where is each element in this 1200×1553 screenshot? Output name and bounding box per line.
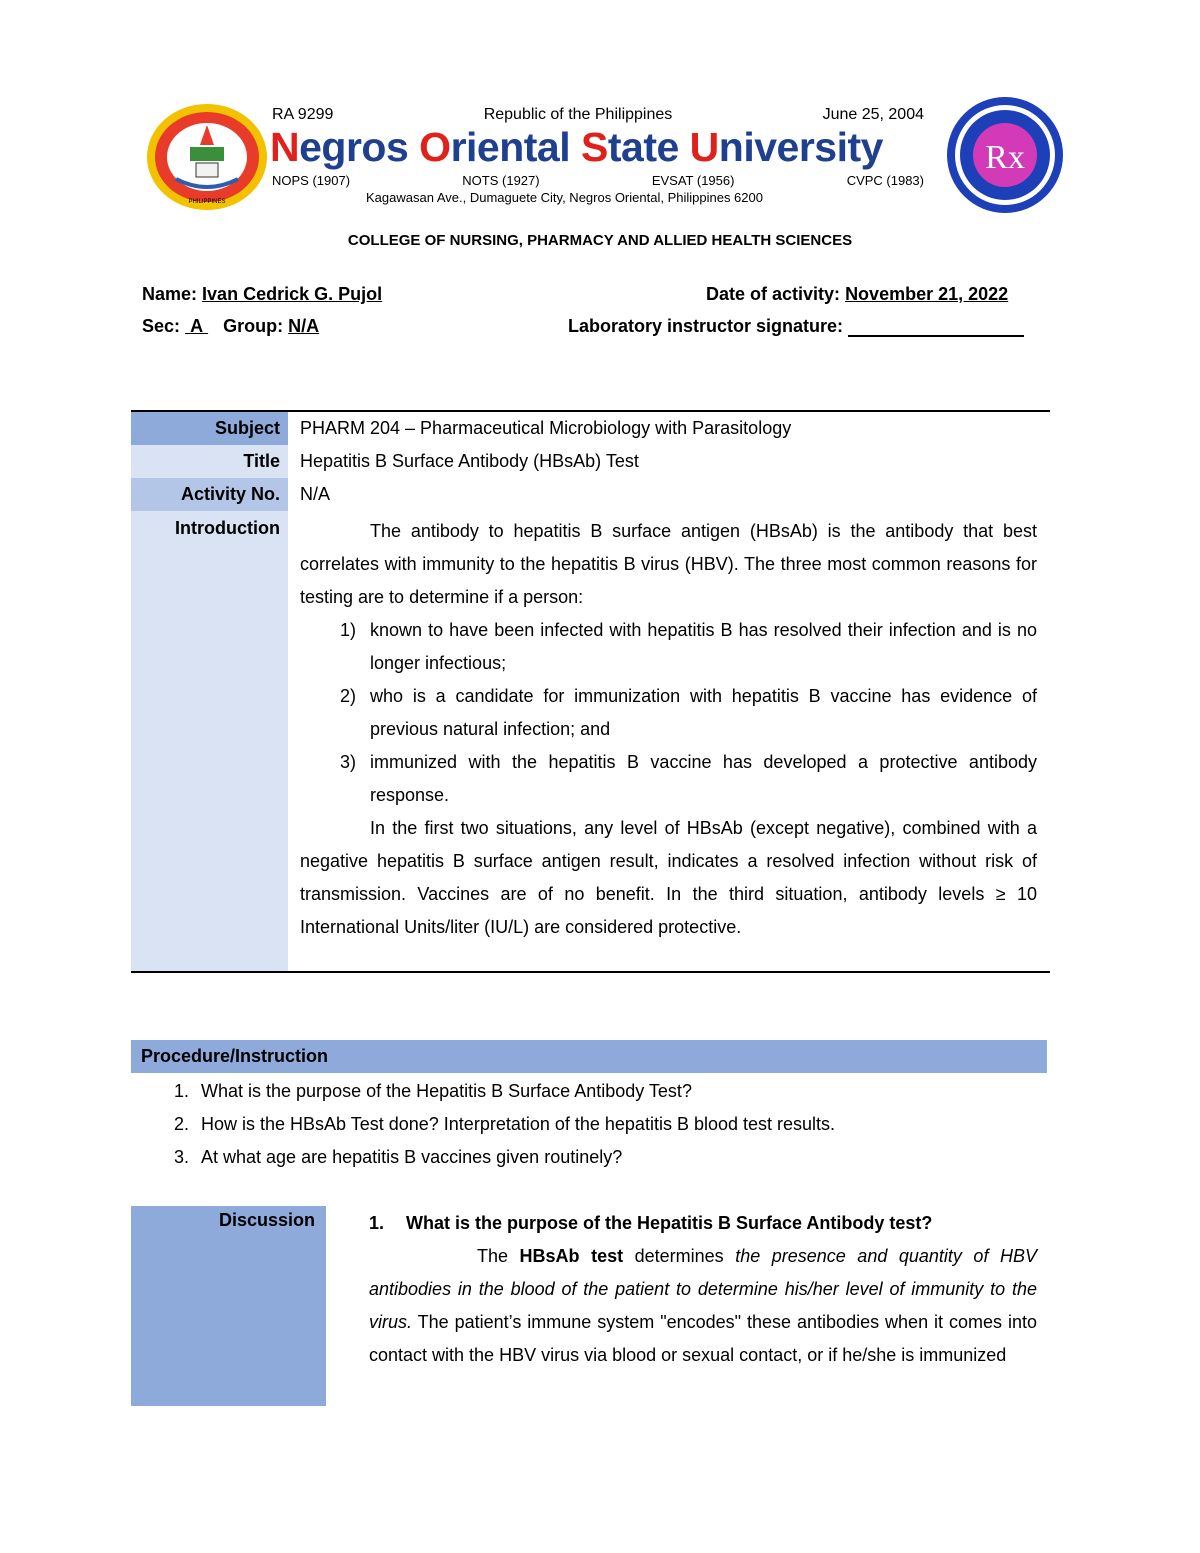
activity-info-table xyxy=(131,410,1050,973)
activity-row xyxy=(131,478,1050,511)
header-line-3 xyxy=(272,173,924,188)
name-field: Name: Ivan Cedrick G. Pujol xyxy=(142,284,383,304)
cvpc-text: CVPC (1983) xyxy=(846,173,924,188)
section-value: A xyxy=(190,316,204,336)
university-seal-logo xyxy=(146,103,268,211)
college-name: COLLEGE OF NURSING, PHARMACY AND ALLIED HEALTH SCIENCES xyxy=(347,232,853,249)
subject-value: PHARM 204 – Pharmaceutical Microbiology with Parasitology xyxy=(300,418,792,438)
procedure-heading: Procedure/Instruction xyxy=(131,1040,1047,1073)
discussion-text xyxy=(369,1207,1037,1372)
activity-label: Activity No. xyxy=(131,478,288,511)
list-item: 1) known to have been infected with hepatitis B has resolved their infection and is no longer infectious; xyxy=(339,620,1037,673)
evsat-text: EVSAT (1956) xyxy=(651,173,735,188)
republic-text: Republic of the Philippines xyxy=(483,106,673,123)
list-item: 3) immunized with the hepatitis B vaccine has developed a protective antibody response. xyxy=(339,752,1037,805)
section-group-field: Sec: A Group: N/A xyxy=(142,316,320,336)
header-line-1 xyxy=(272,106,924,124)
discussion-label-box xyxy=(131,1206,326,1406)
nots-text: NOTS (1927) xyxy=(462,173,540,188)
introduction-label: Introduction xyxy=(131,511,288,971)
discussion-question: 1. What is the purpose of the Hepatitis B Surface Antibody test? xyxy=(369,1213,933,1233)
group-value: N/A xyxy=(288,316,320,336)
university-title: Negros Oriental State University xyxy=(270,124,883,170)
list-item: 1. What is the purpose of the Hepatitis B Surface Antibody Test? xyxy=(173,1081,692,1101)
title-row xyxy=(131,445,1050,478)
signature-line xyxy=(848,317,1024,337)
svg-text:PHILIPPINES: PHILIPPINES xyxy=(188,199,226,205)
introduction-text xyxy=(288,511,1049,971)
discussion-answer: The HBsAb test determines the presence and quantity of HBV antibodies in the blood of the patient to determine his/her level of immunity to the virus. The patient’s immune system "encodes" these antibodies when it comes into contact with the HBV virus via blood or sexual contact, or if he/she is immunized xyxy=(369,1246,1037,1365)
intro-paragraph-1: The antibody to hepatitis B surface antigen (HBsAb) is the antibody that best correlates with immunity to the hepatitis B virus (HBV). The three most common reasons for testing are to determine if a person: xyxy=(300,521,1037,607)
date-field: Date of activity: November 21, 2022 xyxy=(706,284,1009,304)
date-value: November 21, 2022 xyxy=(845,284,1009,304)
list-item: 2) who is a candidate for immunization with hepatitis B vaccine has evidence of previous natural infection; and xyxy=(339,686,1037,739)
intro-paragraph-2: In the first two situations, any level of HBsAb (except negative), combined with a negative hepatitis B surface antigen result, indicates a resolved infection without risk of transmission. Vaccines are of no benefit. In the third situation, antibody levels ≥ 10 International Units/liter (IU/L) are considered protective. xyxy=(300,818,1037,937)
title-value: Hepatitis B Surface Antibody (HBsAb) Test xyxy=(300,451,639,471)
intro-reasons-list xyxy=(300,614,1037,812)
college-seal-logo xyxy=(946,96,1064,214)
svg-text:Rx: Rx xyxy=(985,139,1025,176)
address: Kagawasan Ave., Dumaguete City, Negros Oriental, Philippines 6200 xyxy=(366,190,763,205)
name-value: Ivan Cedrick G. Pujol xyxy=(202,284,383,304)
signature-field: Laboratory instructor signature: xyxy=(568,316,1024,337)
header-date: June 25, 2004 xyxy=(822,106,924,123)
title-label: Title xyxy=(131,445,288,478)
list-item: 3. At what age are hepatitis B vaccines given routinely? xyxy=(173,1147,623,1167)
nops-text: NOPS (1907) xyxy=(272,173,351,188)
activity-value: N/A xyxy=(300,484,331,504)
introduction-row xyxy=(131,511,1050,971)
ra-number: RA 9299 xyxy=(272,106,334,123)
list-item: 2. How is the HBsAb Test done? Interpretation of the hepatitis B blood test results. xyxy=(173,1114,836,1134)
procedure-list xyxy=(131,1075,1031,1174)
subject-row xyxy=(131,412,1050,445)
subject-label: Subject xyxy=(131,412,288,445)
discussion-label: Discussion xyxy=(218,1210,315,1230)
